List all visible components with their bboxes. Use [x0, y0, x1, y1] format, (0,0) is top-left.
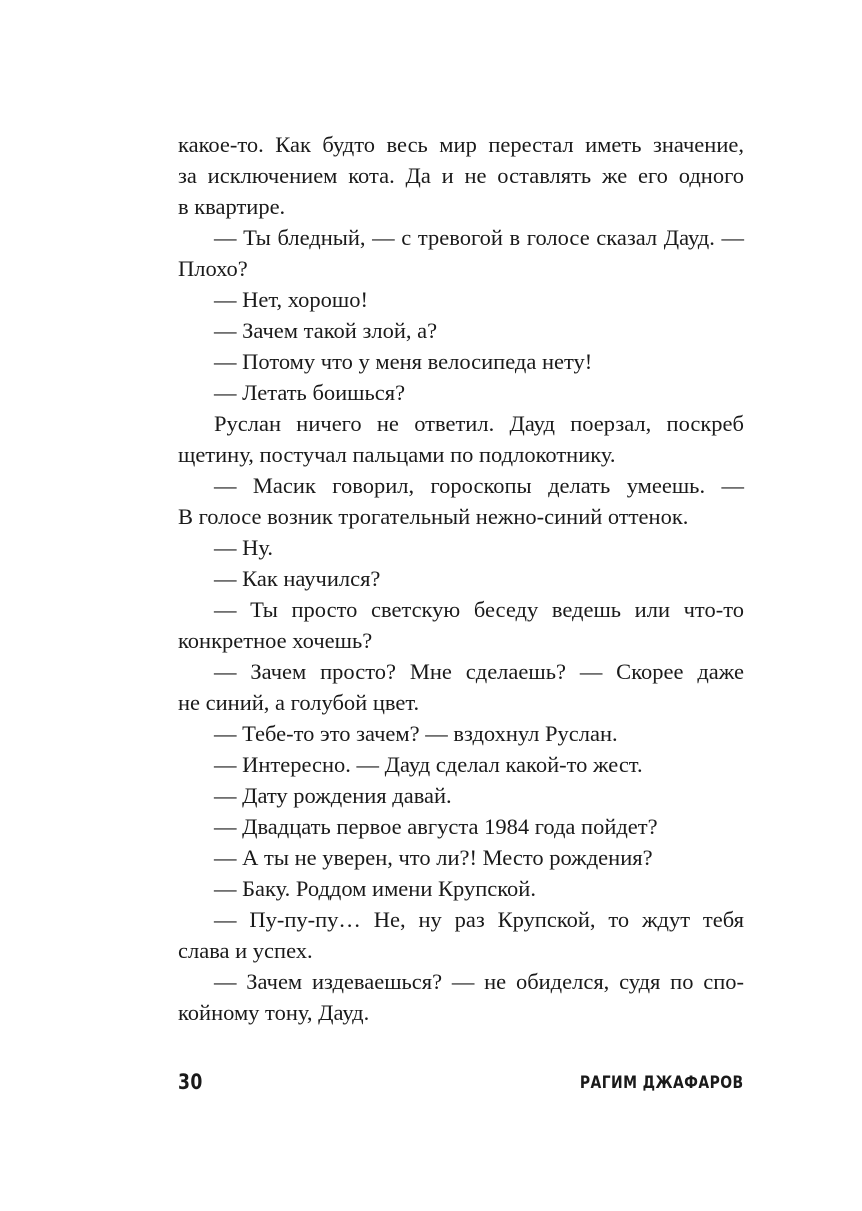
text-line: Плохо?: [178, 256, 248, 281]
text-line: щетину, постучал пальцами по подлокотнику.: [178, 442, 616, 467]
text-line: — Ты просто светскую беседу ведешь или что-то: [214, 597, 744, 622]
text-line: — Ты бледный, — с тревогой в голосе сказал Дауд. —: [214, 225, 744, 250]
text-line: — Масик говорил, гороскопы делать умеешь. —: [214, 473, 744, 498]
text-line: — А ты не уверен, что ли?! Место рождения?: [214, 845, 653, 870]
text-line: — Пу-пу-пу… Не, ну раз Крупской, то ждут тебя: [214, 907, 744, 932]
text-line: Руслан ничего не ответил. Дауд поерзал, поскреб: [214, 411, 744, 436]
text-line: — Зачем издеваешься? — не обиделся, судя по спо-: [214, 969, 744, 994]
text-line: — Ну.: [214, 535, 273, 560]
text-line: В голосе возник трогательный нежно-синий оттенок.: [178, 504, 689, 529]
text-line: — Летать боишься?: [214, 380, 406, 405]
text-line: — Потому что у меня велосипеда нету!: [214, 349, 593, 374]
text-line: какое-то. Как будто весь мир перестал иметь значение,: [178, 132, 744, 157]
text-line: слава и успех.: [178, 938, 313, 963]
text-line: в квартире.: [178, 194, 286, 219]
text-line: — Зачем такой злой, а?: [214, 318, 438, 343]
text-line: не синий, а голубой цвет.: [178, 690, 420, 715]
text-line: — Дату рождения давай.: [214, 783, 452, 808]
text-line: за исключением кота. Да и не оставлять же его одного: [178, 163, 744, 188]
page-number: 30: [178, 1070, 203, 1094]
text-line: конкретное хочешь?: [178, 628, 373, 653]
text-line: — Как научился?: [214, 566, 381, 591]
text-line: — Тебе-то это зачем? — вздохнул Руслан.: [214, 721, 618, 746]
text-line: койному тону, Дауд.: [178, 1000, 370, 1025]
text-line: — Нет, хорошо!: [214, 287, 368, 312]
text-line: — Зачем просто? Мне сделаешь? — Скорее даже: [214, 659, 744, 684]
text-line: — Баку. Роддом имени Крупской.: [214, 876, 536, 901]
body-text: [178, 129, 744, 1028]
text-line: — Интересно. — Дауд сделал какой-то жест.: [214, 752, 643, 777]
running-footer-author: РАГИМ ДЖАФАРОВ: [580, 1073, 744, 1093]
text-line: — Двадцать первое августа 1984 года пойдет?: [214, 814, 658, 839]
